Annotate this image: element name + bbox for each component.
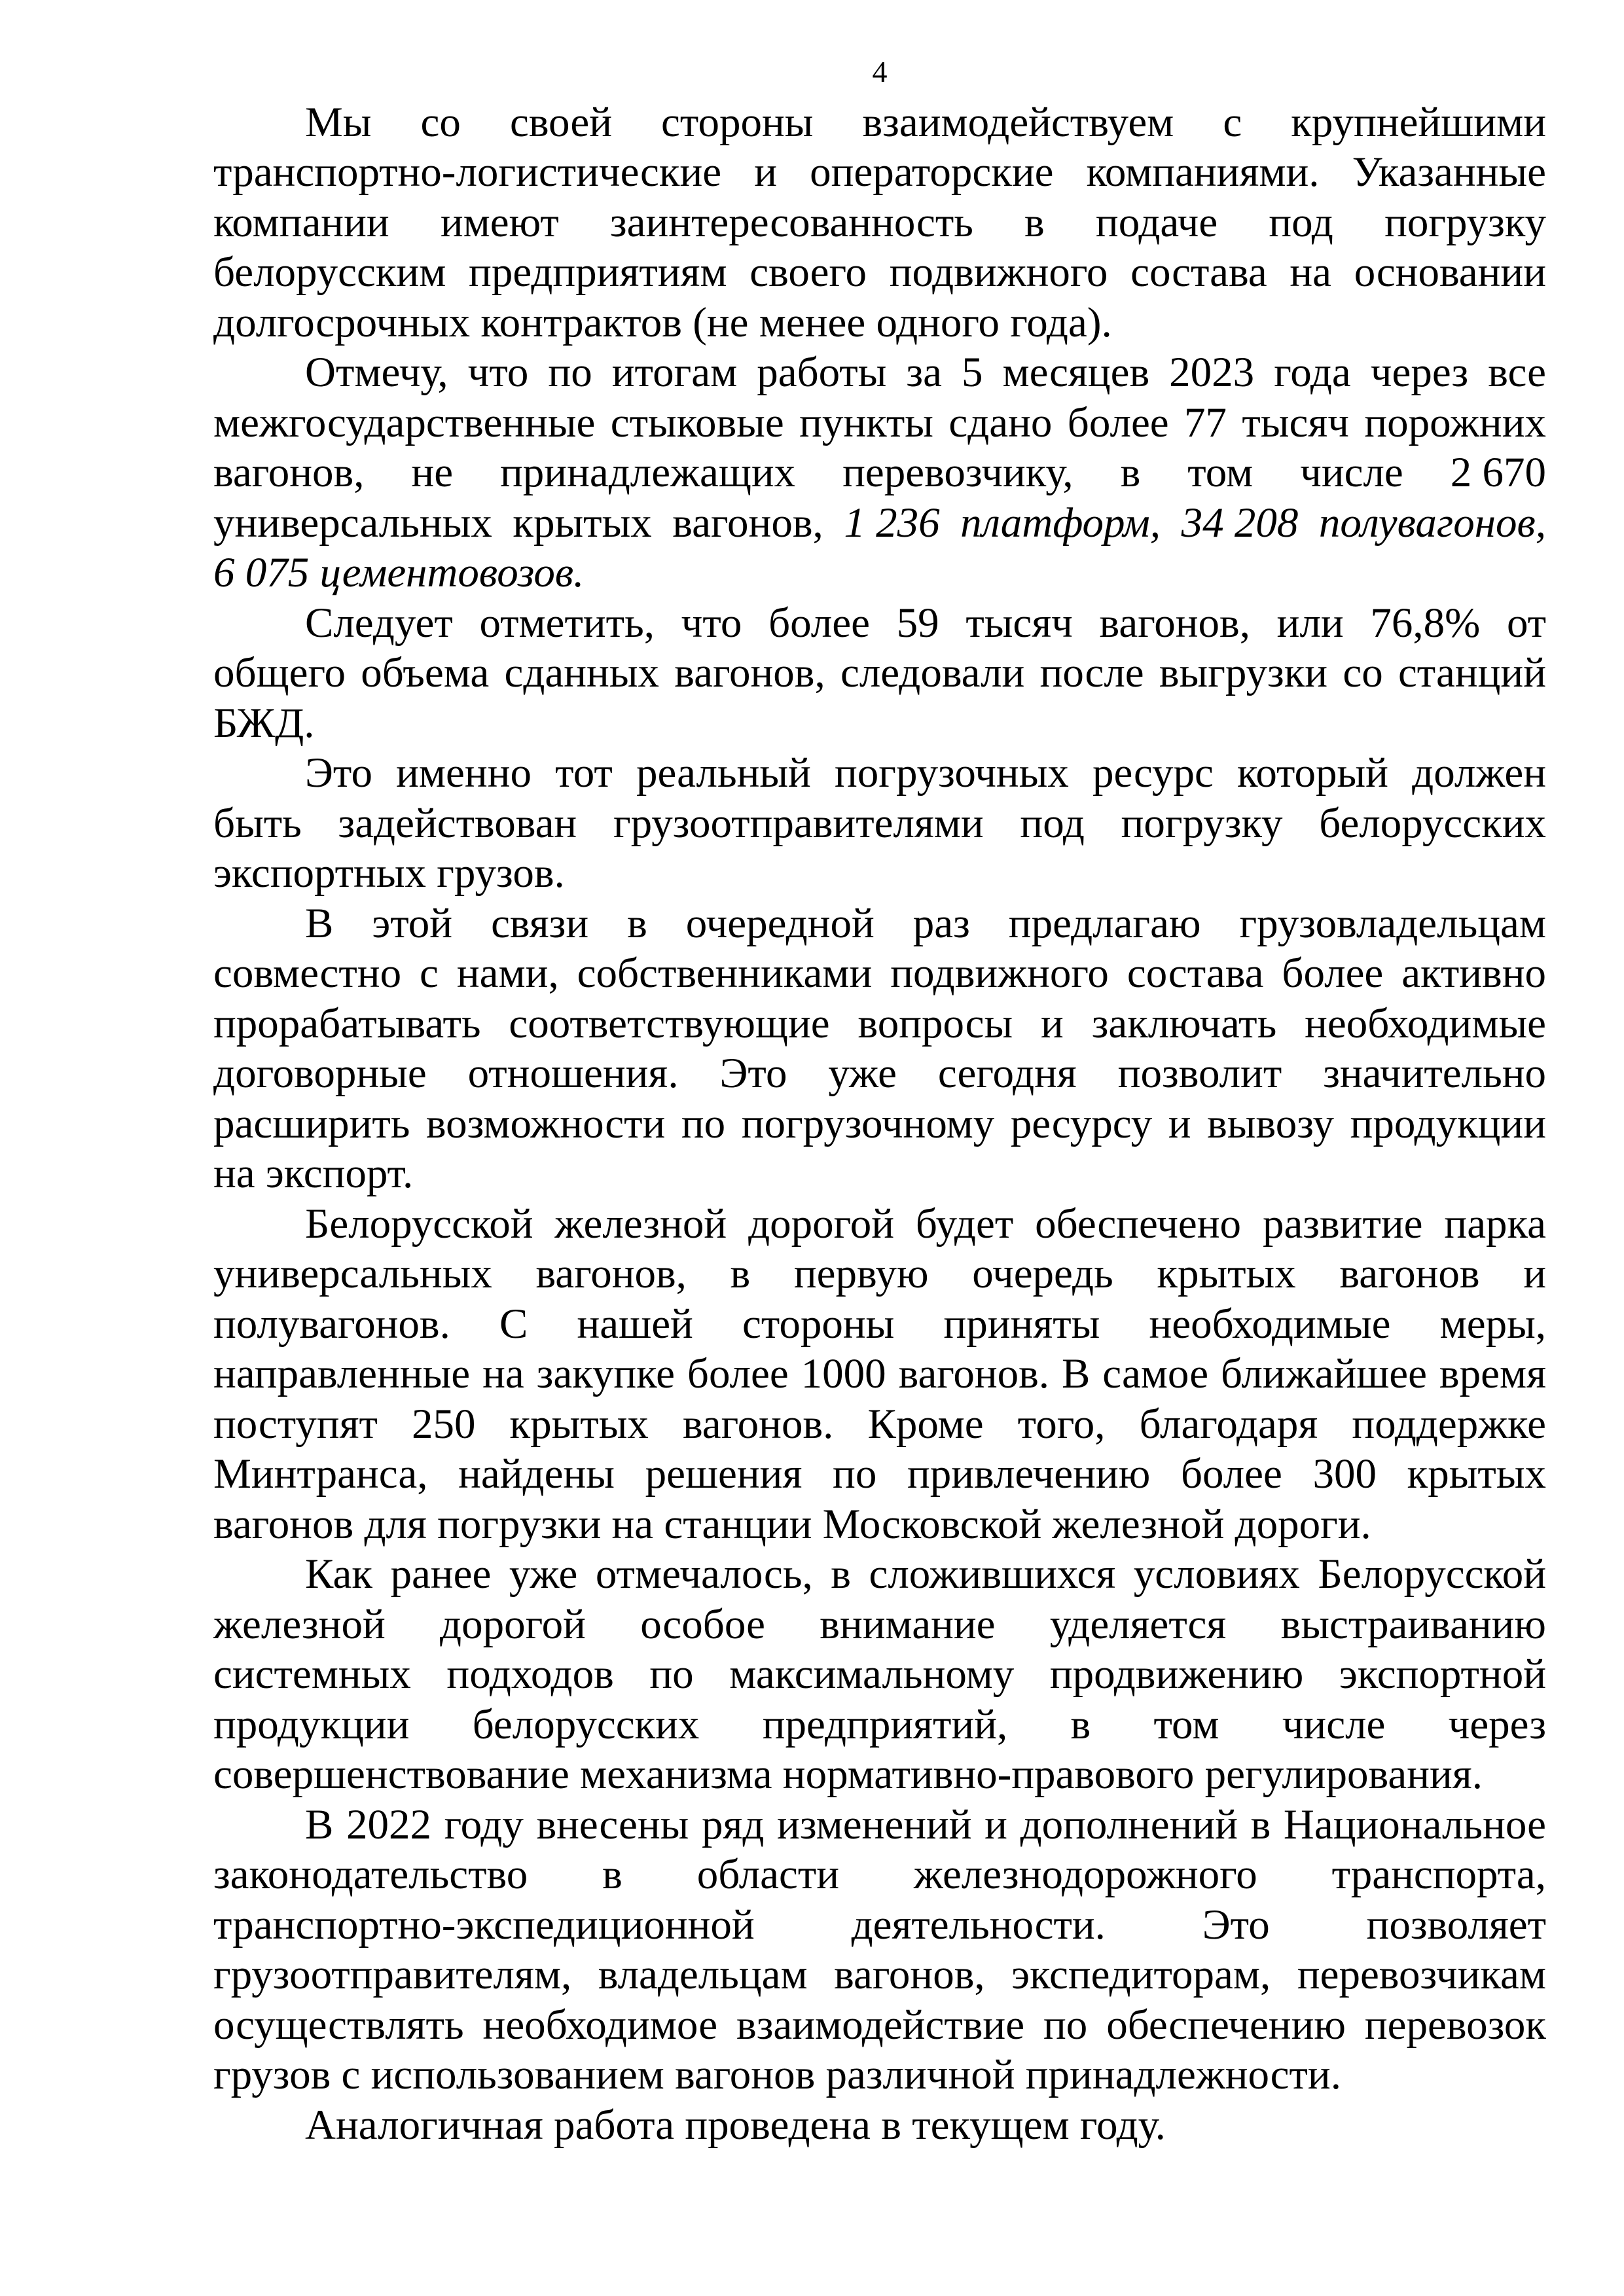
text-run: компании имеют заинтересованность в подаче под погрузку: [213, 198, 1546, 246]
text-line: [213, 198, 1546, 248]
paragraph: [213, 98, 1546, 348]
text-run: договорные отношения. Это уже сегодня позволит значительно: [213, 1050, 1546, 1097]
number-value: 1 236: [844, 499, 940, 547]
text-run: Минтранса, найдены решения по привлечению более 300 крытых: [213, 1450, 1546, 1498]
text-run: совершенствование механизма нормативно-правового регулирования.: [213, 1751, 1483, 1798]
paragraph: [213, 748, 1546, 899]
text-line: [213, 147, 1546, 198]
text-line: [213, 948, 1546, 999]
text-run: межгосударственные стыковые пункты сдано более 77 тысяч порожних: [213, 399, 1546, 446]
text-line: [213, 798, 1546, 849]
text-run: полувагонов. С нашей стороны приняты необходимые меры,: [213, 1300, 1546, 1348]
number-value: 34 208: [1181, 499, 1299, 547]
text-run: совместно с нами, собственниками подвижного состава более активно: [213, 950, 1546, 997]
text-line: [213, 1850, 1546, 1900]
text-line: [213, 848, 1546, 899]
text-run: железной дорогой особое внимание уделяется выстраиванию: [213, 1600, 1546, 1648]
text-line: [213, 1099, 1546, 1149]
page-number: 4: [872, 55, 888, 88]
text-line: [213, 448, 1546, 498]
text-run: Как ранее уже отмечалось, в сложившихся условиях Белорусской: [305, 1551, 1546, 1598]
text-run: поступят 250 крытых вагонов. Кроме того, благодаря поддержке: [213, 1400, 1546, 1448]
text-line: [213, 648, 1546, 698]
text-run: Мы со своей стороны взаимодействуем с крупнейшими: [305, 98, 1546, 146]
paragraph: [213, 598, 1546, 749]
text-line: [213, 348, 1546, 398]
text-line: [213, 1449, 1546, 1499]
text-run: универсальных вагонов, в первую очередь крытых вагонов и: [213, 1250, 1546, 1297]
text-run: В этой связи в очередной раз предлагаю грузовладельцам: [305, 899, 1546, 947]
text-run: БЖД.: [213, 699, 315, 747]
text-run: вагонов, не принадлежащих перевозчику, в том числе: [213, 449, 1451, 496]
text-line: [213, 1399, 1546, 1450]
text-run: продукции белорусских предприятий, в том числе через: [213, 1700, 1546, 1748]
text-line: [213, 498, 1546, 548]
text-run: направленные на закупке более 1000 вагонов. В самое ближайшее время: [213, 1350, 1546, 1397]
text-line: [213, 1800, 1546, 1850]
text-run: транспортно-экспедиционной деятельности. Это позволяет: [213, 1901, 1546, 1948]
number-value: 2 670: [1450, 449, 1546, 496]
text-line: [213, 1600, 1546, 1650]
number-value: 6 075: [213, 549, 310, 596]
text-line: [213, 398, 1546, 448]
text-line: [213, 1149, 1546, 1199]
text-line: [213, 2100, 1546, 2151]
text-line: [213, 999, 1546, 1049]
text-line: [213, 1499, 1546, 1550]
text-run: Следует отметить, что более 59 тысяч вагонов, или 76,8% от: [305, 599, 1546, 647]
text-line: [213, 1700, 1546, 1750]
text-run: системных подходов по максимальному продвижению экспортной: [213, 1651, 1546, 1698]
text-line: [213, 548, 1546, 598]
text-run: расширить возможности по погрузочному ресурсу и вывозу продукции: [213, 1100, 1546, 1147]
text-line: [213, 247, 1546, 298]
text-run: законодательство в области железнодорожного транспорта,: [213, 1851, 1546, 1898]
text-run: белорусским предприятиям своего подвижного состава на основании: [213, 249, 1546, 296]
text-run: цементовозов.: [309, 549, 585, 596]
text-line: [213, 1299, 1546, 1350]
text-line: [213, 1950, 1546, 2000]
text-run: Белорусской железной дорогой будет обеспечено развитие парка: [305, 1200, 1546, 1247]
text-line: [213, 899, 1546, 949]
text-line: [213, 1199, 1546, 1249]
document-content: [213, 47, 1546, 2150]
text-run: транспортно-логистические и операторские компаниями. Указанные: [213, 149, 1546, 196]
paragraph: [213, 1549, 1546, 1800]
text-line: [213, 1749, 1546, 1800]
text-line: [213, 298, 1546, 348]
text-line: [213, 1900, 1546, 1950]
paragraph: [213, 1199, 1546, 1550]
text-line: [213, 748, 1546, 798]
text-run: экспортных грузов.: [213, 850, 565, 897]
paragraph: [213, 1800, 1546, 2100]
text-run: на экспорт.: [213, 1150, 414, 1197]
text-run: грузов с использованием вагонов различной принадлежности.: [213, 2051, 1341, 2098]
text-line: [213, 698, 1546, 749]
text-line: [213, 2000, 1546, 2051]
text-run: грузоотправителям, владельцам вагонов, экспедиторам, перевозчикам: [213, 1951, 1546, 1998]
text-line: [213, 2050, 1546, 2100]
text-line: [213, 1549, 1546, 1600]
text-run: вагонов для погрузки на станции Московской железной дороги.: [213, 1500, 1371, 1548]
text-run: Отмечу, что по итогам работы за 5 месяцев 2023 года через все: [305, 349, 1546, 396]
text-run: общего объема сданных вагонов, следовали после выгрузки со станций: [213, 649, 1546, 696]
document-body: [213, 98, 1546, 2151]
text-run: Аналогичная работа проведена в текущем году.: [305, 2101, 1166, 2149]
text-line: [213, 1049, 1546, 1099]
text-run: полувагонов,: [1298, 499, 1546, 547]
text-run: универсальных крытых вагонов,: [213, 499, 844, 547]
paragraph: [213, 2100, 1546, 2151]
text-run: осуществлять необходимое взаимодействие по обеспечению перевозок: [213, 2001, 1546, 2049]
paragraph: [213, 899, 1546, 1199]
text-line: [213, 1349, 1546, 1399]
text-line: [213, 98, 1546, 148]
text-run: быть задействован грузоотправителями под погрузку белорусских: [213, 799, 1546, 847]
text-run: прорабатывать соответствующие вопросы и заключать необходимые: [213, 999, 1546, 1047]
text-line: [213, 1649, 1546, 1700]
text-line: [213, 1249, 1546, 1299]
paragraph: [213, 348, 1546, 598]
text-line: [213, 598, 1546, 649]
text-run: В 2022 году внесены ряд изменений и дополнений в Национальное: [305, 1801, 1546, 1848]
text-run: Это именно тот реальный погрузочных ресурс который должен: [305, 749, 1546, 797]
text-run: платформ,: [939, 499, 1182, 547]
text-run: долгосрочных контрактов (не менее одного года).: [213, 298, 1112, 346]
